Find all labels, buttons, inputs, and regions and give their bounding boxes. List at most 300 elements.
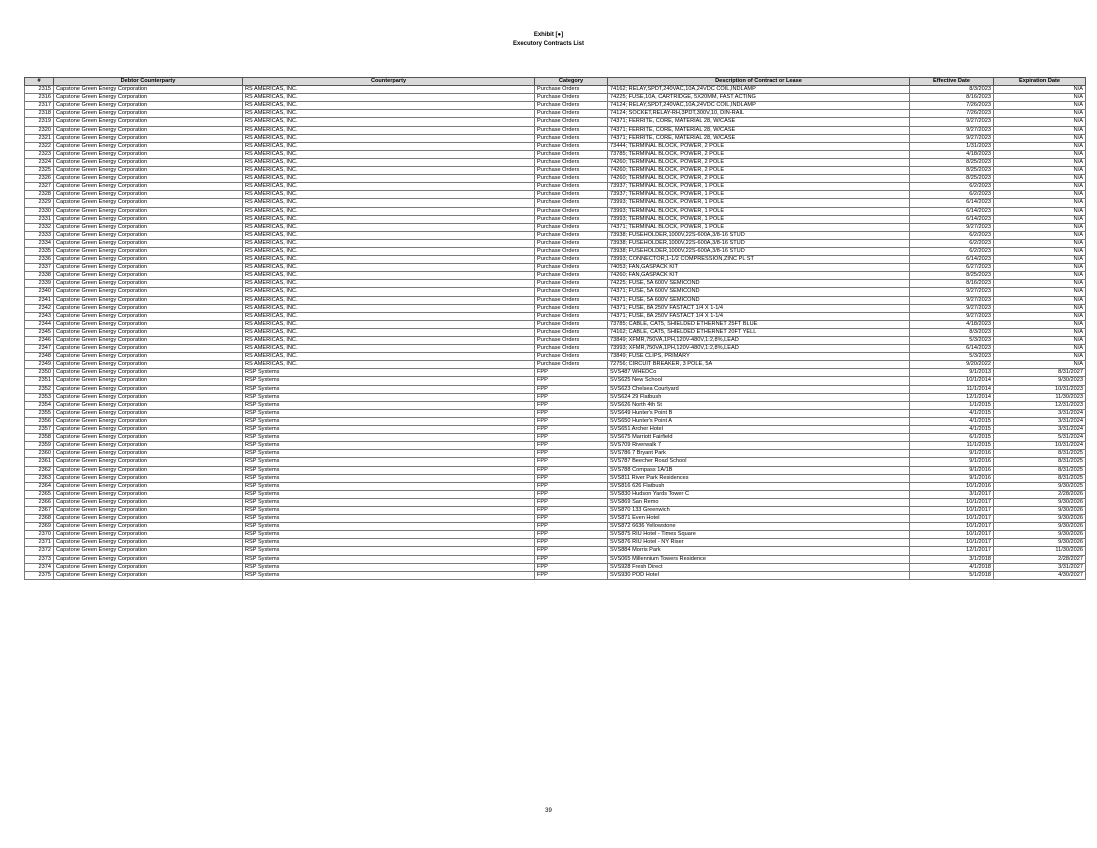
expiration-date: 9/30/2026 (994, 539, 1086, 547)
table-row (25, 531, 1086, 539)
description: SVS065 Millennium Towers Residence (608, 555, 910, 563)
debtor-counterparty: Capstone Green Energy Corporation (54, 385, 243, 393)
row-number: 2315 (25, 86, 54, 94)
category: FPP (535, 563, 608, 571)
counterparty: RSP Systems (243, 393, 535, 401)
effective-date: 10/1/2017 (910, 498, 994, 506)
description: 74371; FUSE, 5A 600V SEMICOND (608, 296, 910, 304)
category: Purchase Orders (535, 312, 608, 320)
expiration-date: N/A (994, 296, 1086, 304)
table-row (25, 272, 1086, 280)
description: 73785; TERMINAL BLOCK, POWER, 2 POLE (608, 150, 910, 158)
row-number: 2370 (25, 531, 54, 539)
description: 73993; TERMINAL BLOCK, POWER, 1 POLE (608, 199, 910, 207)
table-row (25, 385, 1086, 393)
table-row (25, 555, 1086, 563)
counterparty: RS AMERICAS, INC. (243, 256, 535, 264)
counterparty: RSP Systems (243, 369, 535, 377)
counterparty: RSP Systems (243, 547, 535, 555)
row-number: 2328 (25, 191, 54, 199)
category: Purchase Orders (535, 239, 608, 247)
description: 73938; FUSEHOLDER,1000V,22S-600A,3/8-16 STUD (608, 239, 910, 247)
exhibit-title: Exhibit [●] (533, 32, 564, 38)
row-number: 2375 (25, 571, 54, 579)
debtor-counterparty: Capstone Green Energy Corporation (54, 118, 243, 126)
effective-date: 6/14/2023 (910, 207, 994, 215)
counterparty: RSP Systems (243, 417, 535, 425)
table-row (25, 337, 1086, 345)
counterparty: RSP Systems (243, 426, 535, 434)
expiration-date: N/A (994, 183, 1086, 191)
expiration-date: N/A (994, 126, 1086, 134)
debtor-counterparty: Capstone Green Energy Corporation (54, 175, 243, 183)
effective-date: 9/27/2023 (910, 223, 994, 231)
row-number: 2362 (25, 466, 54, 474)
counterparty: RSP Systems (243, 482, 535, 490)
table-row (25, 175, 1086, 183)
description: 74260; TERMINAL BLOCK, POWER, 2 POLE (608, 167, 910, 175)
effective-date: 9/20/2022 (910, 361, 994, 369)
row-number: 2350 (25, 369, 54, 377)
debtor-counterparty: Capstone Green Energy Corporation (54, 409, 243, 417)
expiration-date: N/A (994, 231, 1086, 239)
category: Purchase Orders (535, 102, 608, 110)
effective-date: 5/3/2023 (910, 353, 994, 361)
debtor-counterparty: Capstone Green Energy Corporation (54, 256, 243, 264)
counterparty: RSP Systems (243, 474, 535, 482)
effective-date: 9/27/2023 (910, 288, 994, 296)
expiration-date: N/A (994, 86, 1086, 94)
effective-date: 8/16/2023 (910, 280, 994, 288)
description: SVS650 Hunter's Point A (608, 417, 910, 425)
category: FPP (535, 490, 608, 498)
row-number: 2317 (25, 102, 54, 110)
effective-date: 12/1/2014 (910, 393, 994, 401)
counterparty: RS AMERICAS, INC. (243, 86, 535, 94)
debtor-counterparty: Capstone Green Energy Corporation (54, 515, 243, 523)
category: FPP (535, 531, 608, 539)
counterparty: RSP Systems (243, 563, 535, 571)
counterparty: RS AMERICAS, INC. (243, 183, 535, 191)
description: 73938; FUSEHOLDER,1000V,22S-600A,3/8-16 STUD (608, 247, 910, 255)
description: 73993; CONNECTOR,1-1/2 COMPRESSION,ZINC PL ST (608, 256, 910, 264)
debtor-counterparty: Capstone Green Energy Corporation (54, 296, 243, 304)
table-row (25, 466, 1086, 474)
debtor-counterparty: Capstone Green Energy Corporation (54, 401, 243, 409)
description-header: Description of Contract or Lease (608, 78, 910, 86)
row-number: 2341 (25, 296, 54, 304)
category: FPP (535, 409, 608, 417)
expiration-date: N/A (994, 272, 1086, 280)
description: SVS830 Hudson Yards Tower C (608, 490, 910, 498)
category: Purchase Orders (535, 328, 608, 336)
row-number: 2351 (25, 377, 54, 385)
debtor-counterparty: Capstone Green Energy Corporation (54, 539, 243, 547)
row-number: 2352 (25, 385, 54, 393)
table-row (25, 539, 1086, 547)
debtor-counterparty: Capstone Green Energy Corporation (54, 239, 243, 247)
table-row (25, 506, 1086, 514)
table-row (25, 482, 1086, 490)
counterparty: RS AMERICAS, INC. (243, 247, 535, 255)
debtor-counterparty: Capstone Green Energy Corporation (54, 264, 243, 272)
description: 74225; FUSE, 5A 600V SEMICOND (608, 280, 910, 288)
counterparty: RS AMERICAS, INC. (243, 150, 535, 158)
effective-date-header: Effective Date (910, 78, 994, 86)
category: Purchase Orders (535, 256, 608, 264)
effective-date: 10/1/2014 (910, 377, 994, 385)
effective-date: 4/18/2023 (910, 320, 994, 328)
expiration-date: N/A (994, 134, 1086, 142)
table-row (25, 450, 1086, 458)
expiration-date-header: Expiration Date (994, 78, 1086, 86)
debtor-counterparty: Capstone Green Energy Corporation (54, 523, 243, 531)
description: 74053; FAN,GASPACK KIT (608, 264, 910, 272)
row-number: 2356 (25, 417, 54, 425)
effective-date: 10/1/2016 (910, 482, 994, 490)
category: FPP (535, 506, 608, 514)
effective-date: 4/1/2018 (910, 563, 994, 571)
category: Purchase Orders (535, 183, 608, 191)
expiration-date: N/A (994, 280, 1086, 288)
expiration-date: N/A (994, 345, 1086, 353)
table-row (25, 312, 1086, 320)
debtor-counterparty: Capstone Green Energy Corporation (54, 377, 243, 385)
category: Purchase Orders (535, 158, 608, 166)
debtor-counterparty: Capstone Green Energy Corporation (54, 150, 243, 158)
category: FPP (535, 515, 608, 523)
description: 74124; RELAY,SPDT,240VAC,10A,24VDC COIL,INDLAMP (608, 102, 910, 110)
row-number: 2361 (25, 458, 54, 466)
debtor-counterparty: Capstone Green Energy Corporation (54, 466, 243, 474)
effective-date: 9/27/2023 (910, 296, 994, 304)
description: SVS624 29 Flatbush (608, 393, 910, 401)
row-number: 2360 (25, 450, 54, 458)
counterparty: RS AMERICAS, INC. (243, 264, 535, 272)
table-row (25, 207, 1086, 215)
debtor-counterparty: Capstone Green Energy Corporation (54, 442, 243, 450)
debtor-counterparty: Capstone Green Energy Corporation (54, 345, 243, 353)
category: FPP (535, 523, 608, 531)
description: SVS930 POD Hotel (608, 571, 910, 579)
counterparty: RS AMERICAS, INC. (243, 126, 535, 134)
table-row (25, 474, 1086, 482)
row-number: 2333 (25, 231, 54, 239)
document-header (0, 31, 1097, 49)
row-number: 2336 (25, 256, 54, 264)
row-number: 2353 (25, 393, 54, 401)
table-row (25, 547, 1086, 555)
expiration-date: N/A (994, 337, 1086, 345)
expiration-date: 8/31/2025 (994, 458, 1086, 466)
row-number: 2331 (25, 215, 54, 223)
effective-date: 8/3/2023 (910, 86, 994, 94)
expiration-date: 9/30/2026 (994, 523, 1086, 531)
counterparty: RS AMERICAS, INC. (243, 158, 535, 166)
counterparty: RS AMERICAS, INC. (243, 353, 535, 361)
counterparty: RSP Systems (243, 450, 535, 458)
table-row (25, 345, 1086, 353)
row-number: 2332 (25, 223, 54, 231)
debtor-counterparty: Capstone Green Energy Corporation (54, 215, 243, 223)
effective-date: 3/1/2018 (910, 555, 994, 563)
debtor-counterparty: Capstone Green Energy Corporation (54, 417, 243, 425)
effective-date: 5/1/2018 (910, 571, 994, 579)
category: Purchase Orders (535, 175, 608, 183)
category: Purchase Orders (535, 207, 608, 215)
debtor-counterparty: Capstone Green Energy Corporation (54, 86, 243, 94)
row-number: 2349 (25, 361, 54, 369)
description: 73444; TERMINAL BLOCK, POWER, 2 POLE (608, 142, 910, 150)
category: Purchase Orders (535, 353, 608, 361)
counterparty: RS AMERICAS, INC. (243, 118, 535, 126)
row-number: 2346 (25, 337, 54, 345)
counterparty: RSP Systems (243, 385, 535, 393)
effective-date: 4/1/2015 (910, 417, 994, 425)
expiration-date: N/A (994, 328, 1086, 336)
expiration-date: N/A (994, 175, 1086, 183)
counterparty: RSP Systems (243, 434, 535, 442)
debtor-counterparty: Capstone Green Energy Corporation (54, 102, 243, 110)
description: 73993; TERMINAL BLOCK, POWER, 1 POLE (608, 215, 910, 223)
category: FPP (535, 482, 608, 490)
category: Purchase Orders (535, 361, 608, 369)
table-row (25, 458, 1086, 466)
debtor-counterparty: Capstone Green Energy Corporation (54, 304, 243, 312)
counterparty: RS AMERICAS, INC. (243, 102, 535, 110)
category: Purchase Orders (535, 215, 608, 223)
effective-date: 6/2/2023 (910, 183, 994, 191)
row-number: 2325 (25, 167, 54, 175)
debtor-counterparty: Capstone Green Energy Corporation (54, 328, 243, 336)
category: Purchase Orders (535, 110, 608, 118)
effective-date: 9/1/2016 (910, 458, 994, 466)
table-row (25, 361, 1086, 369)
counterparty: RS AMERICAS, INC. (243, 94, 535, 102)
description: 74225; FUSE,10A, CARTRIDGE, 5X20MM, FAST ACTING (608, 94, 910, 102)
category: Purchase Orders (535, 264, 608, 272)
debtor-counterparty: Capstone Green Energy Corporation (54, 490, 243, 498)
effective-date: 9/27/2023 (910, 118, 994, 126)
effective-date: 9/27/2023 (910, 304, 994, 312)
category: FPP (535, 417, 608, 425)
table-row (25, 515, 1086, 523)
description: SVS872 6636 Yellowstone (608, 523, 910, 531)
expiration-date: N/A (994, 256, 1086, 264)
description: 73849; FUSE CLIPS, PRIMARY (608, 353, 910, 361)
effective-date: 7/26/2023 (910, 110, 994, 118)
expiration-date: 3/31/2024 (994, 426, 1086, 434)
row-number: 2327 (25, 183, 54, 191)
expiration-date: 8/31/2025 (994, 450, 1086, 458)
description: 74260; FAN,GASPACK KIT (608, 272, 910, 280)
table-row (25, 102, 1086, 110)
counterparty: RS AMERICAS, INC. (243, 223, 535, 231)
expiration-date: N/A (994, 223, 1086, 231)
description: 73785; CABLE, CAT5, SHIELDED ETHERNET 25FT BLUE (608, 320, 910, 328)
effective-date: 8/25/2023 (910, 167, 994, 175)
description: 74162; CABLE, CAT5, SHIELDED ETHERNET 20FT YELL (608, 328, 910, 336)
counterparty: RS AMERICAS, INC. (243, 328, 535, 336)
debtor-counterparty: Capstone Green Energy Corporation (54, 320, 243, 328)
row-number: 2359 (25, 442, 54, 450)
counterparty: RS AMERICAS, INC. (243, 207, 535, 215)
row-number: 2348 (25, 353, 54, 361)
effective-date: 9/27/2023 (910, 126, 994, 134)
table-row (25, 320, 1086, 328)
effective-date: 6/2/2023 (910, 191, 994, 199)
row-number: 2373 (25, 555, 54, 563)
category: Purchase Orders (535, 288, 608, 296)
row-number: 2335 (25, 247, 54, 255)
counterparty: RS AMERICAS, INC. (243, 361, 535, 369)
description: SVS884 Morris Park (608, 547, 910, 555)
effective-date: 1/31/2023 (910, 142, 994, 150)
description: 73938; FUSEHOLDER,1000V,22S-600A,3/8-16 STUD (608, 231, 910, 239)
row-number: 2345 (25, 328, 54, 336)
expiration-date: 9/30/2026 (994, 531, 1086, 539)
effective-date: 6/2/2023 (910, 239, 994, 247)
row-number: 2324 (25, 158, 54, 166)
category: FPP (535, 571, 608, 579)
category: Purchase Orders (535, 296, 608, 304)
description: SVS869 San Remo (608, 498, 910, 506)
expiration-date: N/A (994, 239, 1086, 247)
counterparty: RS AMERICAS, INC. (243, 167, 535, 175)
table-row (25, 417, 1086, 425)
expiration-date: N/A (994, 150, 1086, 158)
counterparty: RSP Systems (243, 555, 535, 563)
description: SVS928 Fresh Direct (608, 563, 910, 571)
effective-date: 8/25/2023 (910, 175, 994, 183)
description: 73993; TERMINAL BLOCK, POWER, 1 POLE (608, 207, 910, 215)
table-row (25, 280, 1086, 288)
counterparty: RS AMERICAS, INC. (243, 304, 535, 312)
table-body (25, 86, 1086, 580)
table-row (25, 247, 1086, 255)
effective-date: 9/1/2013 (910, 369, 994, 377)
counterparty: RSP Systems (243, 515, 535, 523)
counterparty: RSP Systems (243, 506, 535, 514)
expiration-date: N/A (994, 304, 1086, 312)
effective-date: 6/27/2023 (910, 264, 994, 272)
category: FPP (535, 442, 608, 450)
row-number: 2334 (25, 239, 54, 247)
effective-date: 9/1/2016 (910, 474, 994, 482)
debtor-counterparty: Capstone Green Energy Corporation (54, 426, 243, 434)
debtor-counterparty: Capstone Green Energy Corporation (54, 247, 243, 255)
table-row (25, 377, 1086, 385)
row-number: 2326 (25, 175, 54, 183)
category: FPP (535, 385, 608, 393)
table-row (25, 110, 1086, 118)
row-number: 2320 (25, 126, 54, 134)
category-header: Category (535, 78, 608, 86)
expiration-date: 9/30/2023 (994, 377, 1086, 385)
table-row (25, 223, 1086, 231)
debtor-counterparty: Capstone Green Energy Corporation (54, 167, 243, 175)
table-row (25, 353, 1086, 361)
expiration-date: N/A (994, 199, 1086, 207)
debtor-counterparty: Capstone Green Energy Corporation (54, 482, 243, 490)
description: 74371; FUSE, 8A 250V FASTACT 1/4 X 1-1/4 (608, 312, 910, 320)
description: 74260; TERMINAL BLOCK, POWER, 2 POLE (608, 158, 910, 166)
category: Purchase Orders (535, 142, 608, 150)
category: Purchase Orders (535, 118, 608, 126)
effective-date: 8/25/2023 (910, 158, 994, 166)
description: SVS709 Riverwalk 7 (608, 442, 910, 450)
exhibit-subtitle: Executory Contracts List (512, 41, 585, 47)
expiration-date: 5/31/2024 (994, 434, 1086, 442)
effective-date: 9/1/2016 (910, 450, 994, 458)
debtor-counterparty: Capstone Green Energy Corporation (54, 231, 243, 239)
table-row (25, 490, 1086, 498)
description: 72756; CIRCUIT BREAKER, 3 POLE, 5A (608, 361, 910, 369)
description: 74371; FUSE, 8A 250V FASTACT 1/4 X 1-1/4 (608, 304, 910, 312)
description: SVS811 River Park Residences (608, 474, 910, 482)
row-number: 2337 (25, 264, 54, 272)
table-row (25, 328, 1086, 336)
counterparty: RSP Systems (243, 531, 535, 539)
debtor-counterparty: Capstone Green Energy Corporation (54, 142, 243, 150)
description: SVS623 Chelsea Courtyard (608, 385, 910, 393)
expiration-date: N/A (994, 264, 1086, 272)
debtor-counterparty: Capstone Green Energy Corporation (54, 134, 243, 142)
debtor-counterparty: Capstone Green Energy Corporation (54, 207, 243, 215)
category: FPP (535, 539, 608, 547)
counterparty: RS AMERICAS, INC. (243, 175, 535, 183)
debtor-counterparty: Capstone Green Energy Corporation (54, 571, 243, 579)
category: Purchase Orders (535, 280, 608, 288)
debtor-counterparty: Capstone Green Energy Corporation (54, 126, 243, 134)
description: SVS788 Compass 1A/1B (608, 466, 910, 474)
effective-date: 6/1/2015 (910, 434, 994, 442)
expiration-date: N/A (994, 118, 1086, 126)
debtor-counterparty: Capstone Green Energy Corporation (54, 158, 243, 166)
counterparty: RSP Systems (243, 466, 535, 474)
counterparty: RS AMERICAS, INC. (243, 280, 535, 288)
effective-date: 9/27/2023 (910, 134, 994, 142)
row-number: 2339 (25, 280, 54, 288)
debtor-counterparty: Capstone Green Energy Corporation (54, 498, 243, 506)
effective-date: 12/1/2017 (910, 547, 994, 555)
row-number: 2357 (25, 426, 54, 434)
expiration-date: 2/28/2027 (994, 555, 1086, 563)
row-number: 2372 (25, 547, 54, 555)
effective-date: 6/2/2023 (910, 247, 994, 255)
effective-date: 7/26/2023 (910, 102, 994, 110)
counterparty-header: Counterparty (243, 78, 535, 86)
table-row (25, 434, 1086, 442)
description: SVS625 New School (608, 377, 910, 385)
category: Purchase Orders (535, 345, 608, 353)
effective-date: 6/2/2023 (910, 231, 994, 239)
expiration-date: 11/30/2023 (994, 393, 1086, 401)
debtor-counterparty: Capstone Green Energy Corporation (54, 337, 243, 345)
debtor-counterparty: Capstone Green Energy Corporation (54, 474, 243, 482)
table-row (25, 264, 1086, 272)
expiration-date: 2/28/2026 (994, 490, 1086, 498)
debtor-counterparty: Capstone Green Energy Corporation (54, 369, 243, 377)
description: 73937; TERMINAL BLOCK, POWER, 1 POLE (608, 191, 910, 199)
counterparty: RS AMERICAS, INC. (243, 142, 535, 150)
debtor-counterparty: Capstone Green Energy Corporation (54, 563, 243, 571)
table-header-row (25, 78, 1086, 86)
effective-date: 10/1/2017 (910, 539, 994, 547)
category: Purchase Orders (535, 272, 608, 280)
expiration-date: 3/31/2024 (994, 409, 1086, 417)
table-row (25, 134, 1086, 142)
